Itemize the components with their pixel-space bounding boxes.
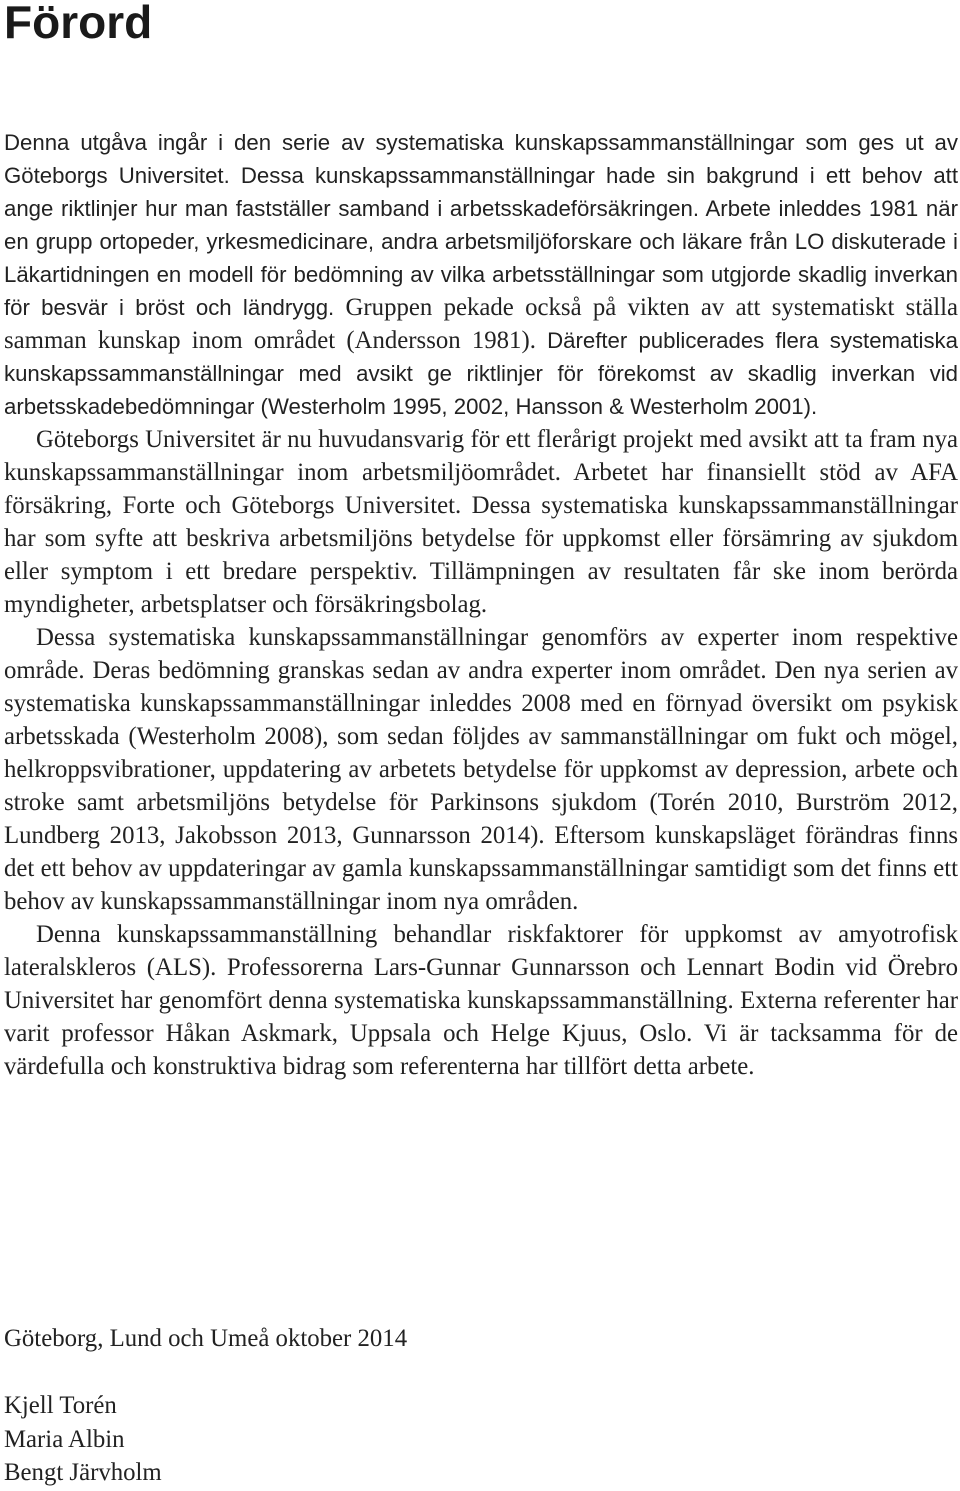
paragraph-segment: Därefter publicerades flera systematiska kunskapssammanställningar med avsikt ge riktlinjer för förekomst av skadlig inverkan vid arbetsskadebedömningar (Westerholm 1995, 2002, Hansson & Westerholm 2001). <box>4 328 958 419</box>
paragraph-segment: Göteborgs Universitet är nu huvudansvarig för ett flerårigt projekt med avsikt att ta fram nya kunskapssammanställningar inom arbetsmiljöområdet. Arbetet har finansiellt stöd av AFA försäkring, Forte och Göteborgs Universitet. Dessa systematiska kunskapssammanställningar har som syfte att beskriva arbetsmiljöns betydelse för uppkomst eller försämring av sjukdom eller symptom i ett bredare perspektiv. Tillämpningen av resultaten får ske inom berörda myndigheter, arbetsplatser och försäkringsbolag. <box>4 426 958 618</box>
body-paragraph <box>4 621 958 918</box>
body-paragraph <box>4 423 958 621</box>
foreword-body <box>4 126 958 1083</box>
page-title: Förord <box>4 0 153 48</box>
place-and-date: Göteborg, Lund och Umeå oktober 2014 <box>4 1325 408 1352</box>
body-paragraph <box>4 126 958 423</box>
paragraph-segment: Dessa systematiska kunskapssammanställningar genomförs av experter inom respektive område. Deras bedömning granskas sedan av andra experter inom området. Den nya serien av systematiska kunskapssammanställningar inleddes 2008 med en förnyad översikt om psykisk arbetsskada (Westerholm 2008), som sedan följdes av sammanställningar om fukt och mögel, helkroppsvibrationer, uppdatering av arbetets betydelse för uppkomst av depression, arbete och stroke samt arbetsmiljöns betydelse för Parkinsons sjukdom (Torén 2010, Burström 2012, Lundberg 2013, Jakobsson 2013, Gunnarsson 2014). Eftersom kunskapsläget förändras finns det ett behov av uppdateringar av gamla kunskapssammanställningar samtidigt som det finns ett behov av kunskapssammanställningar inom nya områden. <box>4 624 958 915</box>
paragraph-segment: Gruppen pekade också på vikten av att systematiskt ställa samman kunskap inom området (Andersson 1981). <box>4 294 958 354</box>
paragraph-segment: Denna utgåva ingår i den serie av systematiska kunskapssammanställningar som ges ut av Göteborgs Universitet. Dessa kunskapssammanställningar hade sin bakgrund i ett behov att ange riktlinjer hur man fastställer samband i arbetsskadeförsäkringen. Arbete inleddes 1981 när en grupp ortopeder, yrkesmedicinare, andra arbetsmiljöforskare och läkare från LO diskuterade i Läkartidningen en modell för bedömning av vilka arbetsställningar som utgjorde skadlig inverkan för besvär i bröst och ländrygg. <box>4 130 958 320</box>
signatory-name: Bengt Järvholm <box>4 1459 162 1486</box>
signatory-list <box>4 1389 162 1490</box>
signatory-name: Maria Albin <box>4 1425 125 1453</box>
paragraph-segment: Denna kunskapssammanställning behandlar riskfaktorer för uppkomst av amyotrofisk lateralskleros (ALS). Professorerna Lars-Gunnar Gunnarsson och Lennart Bodin vid Örebro Universitet har genomfört denna systematiska kunskapssammanställning. Externa referenter har varit professor Håkan Askmark, Uppsala och Helge Kjuus, Oslo. Vi är tacksamma för de värdefulla och konstruktiva bidrag som referenterna har tillfört detta arbete. <box>4 921 958 1080</box>
signatory-name: Kjell Torén <box>4 1392 117 1419</box>
body-paragraph <box>4 918 958 1083</box>
